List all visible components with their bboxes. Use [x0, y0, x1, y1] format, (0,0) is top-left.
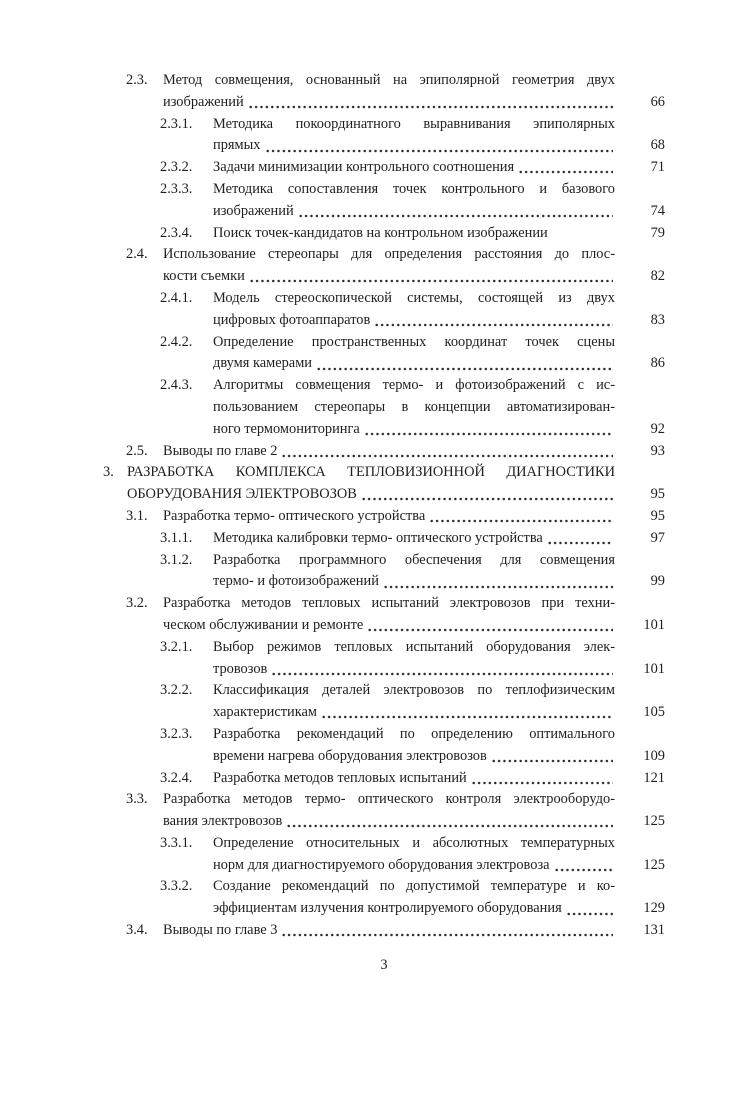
toc-entry-line-text: ОБОРУДОВАНИЯ ЭЛЕКТРОВОЗОВ — [127, 486, 357, 503]
toc-entry-page-column — [615, 789, 665, 833]
toc-entry-number: 3.1.2. — [160, 551, 193, 568]
toc-entry-page-number: 125 — [643, 813, 665, 830]
toc-entry-page-column — [615, 593, 665, 637]
toc-entry-page-column — [615, 876, 665, 920]
toc-entry-line-text: Использование стереопары для определения расстояния до плос- — [163, 246, 615, 263]
dot-leader — [518, 170, 613, 174]
toc-entry-page-column — [615, 223, 665, 245]
toc-entry-title — [163, 920, 615, 942]
toc-entry-line — [127, 484, 615, 506]
dot-leader — [298, 214, 613, 218]
toc-entry-title — [213, 288, 615, 332]
toc-entry-title — [213, 223, 615, 245]
toc-entry — [103, 876, 665, 920]
toc-entry-title — [213, 550, 615, 594]
toc-entry — [103, 637, 665, 681]
toc-entry-line — [213, 702, 615, 724]
toc-entry-number: 3.2.3. — [160, 725, 193, 742]
toc-entry-line — [163, 789, 615, 811]
toc-entry-line-text: РАЗРАБОТКА КОМПЛЕКСА ТЕПЛОВИЗИОННОЙ ДИАГНОСТИКИ — [127, 464, 615, 481]
toc-entry — [103, 550, 665, 594]
toc-entry-page-number: 93 — [650, 442, 665, 459]
toc-entry-number: 3.2.1. — [160, 638, 193, 655]
toc-entry-line-text: ного термомониторинга — [213, 420, 360, 437]
page-footer-number: 3 — [380, 957, 388, 973]
toc-entry-title — [163, 593, 615, 637]
toc-entry-page-column — [615, 550, 665, 594]
toc-entry-line — [163, 593, 615, 615]
toc-entry-title — [213, 375, 615, 440]
toc-entry-title — [163, 789, 615, 833]
toc-entry-number: 2.3.4. — [160, 224, 193, 241]
toc-entry-line-text: характеристикам — [213, 704, 317, 721]
toc-entry-line-text: Определение относительных и абсолютных температурных — [213, 834, 615, 851]
toc-entry — [103, 768, 665, 790]
toc-entry-line — [163, 70, 615, 92]
toc-entry-line — [213, 223, 615, 245]
dot-leader — [491, 759, 613, 763]
toc-entry-line — [213, 876, 615, 898]
toc-entry-page-column — [615, 332, 665, 376]
dot-leader — [316, 367, 613, 371]
toc-entry — [103, 833, 665, 877]
dot-leader — [271, 672, 613, 676]
toc-entry-line — [127, 462, 615, 484]
toc-entry-title — [213, 332, 615, 376]
toc-entry — [103, 528, 665, 550]
toc-entry-line — [163, 811, 615, 833]
toc-entry-line — [213, 855, 615, 877]
toc-entry — [103, 114, 665, 158]
dot-leader — [429, 519, 613, 523]
dot-leader — [281, 933, 613, 937]
toc-entry — [103, 441, 665, 463]
toc-entry-number: 3.2.4. — [160, 769, 193, 786]
toc-entry-line-text: Методика покоординатного выравнивания эпиполярных — [213, 115, 615, 132]
toc-entry-line-text: Алгоритмы совмещения термо- и фотоизображений с ис- — [213, 377, 615, 394]
toc-entry — [103, 789, 665, 833]
toc-entry-page-column — [615, 375, 665, 440]
dot-leader — [367, 628, 613, 632]
toc-entry-page-number: 95 — [650, 486, 665, 503]
toc-entry-line-text: Методика сопоставления точек контрольного и базового — [213, 180, 615, 197]
toc-entry-line — [213, 833, 615, 855]
toc-entry — [103, 680, 665, 724]
dot-leader — [286, 824, 613, 828]
toc-entry-title — [213, 833, 615, 877]
toc-entry-number: 2.4.2. — [160, 333, 193, 350]
toc-entry-page-column — [615, 462, 665, 506]
toc-entry — [103, 332, 665, 376]
toc-entry-line-text: Поиск точек-кандидатов на контрольном изображении — [213, 224, 548, 241]
toc-entry — [103, 724, 665, 768]
toc-entry-title — [213, 528, 615, 550]
toc-entry-line — [213, 528, 615, 550]
toc-entry-line — [213, 550, 615, 572]
toc-entry-page-column — [615, 920, 665, 942]
toc-entry-line — [213, 375, 615, 397]
toc-entry-page-column — [615, 833, 665, 877]
toc-entry-number: 3.1.1. — [160, 529, 193, 546]
toc-entry-number: 2.4. — [126, 246, 148, 263]
toc-entry-line-text: Выводы по главе 2 — [163, 442, 278, 459]
toc-entry-line-text: двумя камерами — [213, 355, 312, 372]
toc-entry-line — [213, 724, 615, 746]
toc-entry-page-column — [615, 441, 665, 463]
toc-entry-title — [213, 724, 615, 768]
toc-entry — [103, 920, 665, 942]
toc-entry-page-column — [615, 70, 665, 114]
toc-entry-number: 2.4.3. — [160, 377, 193, 394]
toc-entry-line — [163, 266, 615, 288]
toc-entry-line-text: изображений — [163, 93, 244, 110]
toc-entry-title — [213, 680, 615, 724]
toc-entry-line — [213, 419, 615, 441]
toc-entry-number: 3.3.1. — [160, 834, 193, 851]
toc-entry-line-text: норм для диагностируемого оборудования электровоза — [213, 856, 550, 873]
toc-entry-number: 3.4. — [126, 922, 148, 939]
toc-entry — [103, 288, 665, 332]
dot-leader — [248, 105, 613, 109]
toc-entry-title — [163, 506, 615, 528]
toc-entry-line — [163, 244, 615, 266]
toc-entry-line-text: времени нагрева оборудования электровозов — [213, 747, 487, 764]
toc-entry-number: 3. — [103, 464, 114, 481]
toc-entry-title — [213, 768, 615, 790]
toc-entry-page-number: 129 — [643, 900, 665, 917]
dot-leader — [566, 912, 613, 916]
dot-leader — [547, 541, 613, 545]
toc-entry-line-text: цифровых фотоаппаратов — [213, 311, 371, 328]
toc-entry-line-text: Разработка программного обеспечения для совмещения — [213, 551, 615, 568]
toc-entry-number: 3.3. — [126, 791, 148, 808]
toc-entry-title — [213, 179, 615, 223]
toc-entry-line-text: Задачи минимизации контрольного соотношения — [213, 159, 515, 176]
toc-entry-number: 2.3.3. — [160, 180, 193, 197]
toc-entry-number: 3.2.2. — [160, 682, 193, 699]
toc-entry — [103, 462, 665, 506]
toc-entry-page-number: 82 — [650, 268, 665, 285]
toc-entry-line — [163, 920, 615, 942]
toc-entry-line-text: пользованием стереопары в концепции автоматизирован- — [213, 398, 615, 415]
toc-entry-page-column — [615, 288, 665, 332]
toc-entry-page-number: 68 — [650, 137, 665, 154]
toc-entry-line — [163, 92, 615, 114]
toc-entry-title — [213, 876, 615, 920]
toc-entry-number: 3.1. — [126, 507, 148, 524]
toc-entry-page-column — [615, 506, 665, 528]
toc-entry-page-number: 131 — [643, 922, 665, 939]
toc-entry-page-column — [615, 179, 665, 223]
toc-entry-page-column — [615, 724, 665, 768]
toc-entry-page-number: 105 — [643, 704, 665, 721]
toc-entry-page-number: 74 — [650, 202, 665, 219]
dot-leader — [281, 454, 613, 458]
toc-entry-line-text: Выводы по главе 3 — [163, 922, 278, 939]
toc-entry-line-text: Разработка методов термо- оптического контроля электрооборудо- — [163, 791, 615, 808]
toc-entry — [103, 375, 665, 440]
toc-entry-line — [213, 288, 615, 310]
toc-entry-line — [213, 157, 615, 179]
toc-entry-title — [213, 637, 615, 681]
toc-entry-line-text: Методика калибровки термо- оптического устройства — [213, 529, 543, 546]
toc-entry-page-column — [615, 637, 665, 681]
toc-entry-page-number: 66 — [650, 93, 665, 110]
dot-leader — [321, 715, 613, 719]
toc-entry-line-text: прямых — [213, 137, 261, 154]
toc-entry-line — [213, 571, 615, 593]
dot-leader — [364, 432, 613, 436]
dot-leader — [249, 279, 613, 283]
toc-entry-page-number: 99 — [650, 573, 665, 590]
toc-entry-line — [213, 353, 615, 375]
toc-entry-line-text: Классификация деталей электровозов по теплофизическим — [213, 682, 615, 699]
toc-entry-number: 2.4.1. — [160, 289, 193, 306]
toc-entry-number: 2.3. — [126, 72, 148, 88]
toc-entry-line — [163, 506, 615, 528]
toc-entry-line-text: изображений — [213, 202, 294, 219]
toc-entry-title — [163, 441, 615, 463]
toc-entry-line — [163, 441, 615, 463]
toc-entry — [103, 157, 665, 179]
toc-entry-page-number: 101 — [643, 616, 665, 633]
toc-entry — [103, 244, 665, 288]
toc-entry — [103, 593, 665, 637]
toc-entry-line-text: термо- и фотоизображений — [213, 573, 379, 590]
toc-entry-page-column — [615, 114, 665, 158]
dot-leader — [265, 149, 614, 153]
toc-entry — [103, 506, 665, 528]
toc-entry-number: 2.3.2. — [160, 159, 193, 176]
toc-entry-line-text: Разработка методов тепловых испытаний электровозов при техни- — [163, 595, 615, 612]
toc-entry-number: 3.3.2. — [160, 878, 193, 895]
toc-entry-title — [213, 157, 615, 179]
toc-entry — [103, 223, 665, 245]
toc-entry-line — [213, 898, 615, 920]
toc-entry-page-column — [615, 157, 665, 179]
toc-entry-line-text: тровозов — [213, 660, 268, 677]
toc-entry-page-number: 92 — [650, 420, 665, 437]
toc-entry-number: 2.3.1. — [160, 115, 193, 132]
toc-entry-page-number: 79 — [650, 224, 665, 241]
dot-leader — [361, 497, 613, 501]
toc-entry-line-text: Разработка термо- оптического устройства — [163, 507, 426, 524]
toc-entry-line — [213, 746, 615, 768]
toc-entry-line-text: Разработка методов тепловых испытаний — [213, 769, 467, 786]
toc-entry-title — [213, 114, 615, 158]
toc-entry-title — [127, 462, 615, 506]
toc-entry-line — [213, 637, 615, 659]
toc-entry-title — [163, 244, 615, 288]
table-of-contents — [103, 70, 665, 942]
toc-entry-line — [213, 310, 615, 332]
toc-entry-line — [213, 768, 615, 790]
toc-entry — [103, 179, 665, 223]
toc-entry-line-text: Выбор режимов тепловых испытаний оборудования элек- — [213, 638, 615, 655]
toc-entry-page-number: 121 — [643, 769, 665, 786]
toc-entry-line-text: Разработка рекомендаций по определению оптимального — [213, 725, 615, 742]
toc-entry-line — [213, 114, 615, 136]
toc-entry-line — [213, 680, 615, 702]
toc-entry-line — [213, 659, 615, 681]
toc-entry-line — [213, 397, 615, 419]
toc-entry-page-number: 86 — [650, 355, 665, 372]
toc-entry-line-text: вания электровозов — [163, 813, 283, 830]
toc-entry-page-column — [615, 528, 665, 550]
toc-entry-page-number: 125 — [643, 856, 665, 873]
toc-entry-title — [163, 70, 615, 114]
dot-leader — [554, 868, 613, 872]
dot-leader — [374, 323, 613, 327]
toc-entry-line-text: Модель стереоскопической системы, состоящей из двух — [213, 289, 615, 306]
toc-entry-page-column — [615, 680, 665, 724]
toc-entry-line — [213, 201, 615, 223]
dot-leader — [383, 585, 613, 589]
toc-entry-page-number: 95 — [650, 507, 665, 524]
toc-entry-page-number: 101 — [643, 660, 665, 677]
toc-entry-page-column — [615, 244, 665, 288]
toc-entry-line — [213, 332, 615, 354]
toc-entry-page-number: 97 — [650, 529, 665, 546]
toc-entry-number: 2.5. — [126, 442, 148, 459]
toc-entry-number: 3.2. — [126, 595, 148, 612]
toc-entry-line — [163, 615, 615, 637]
toc-entry-page-column — [615, 768, 665, 790]
toc-entry — [103, 70, 665, 114]
toc-entry-page-number: 83 — [650, 311, 665, 328]
toc-entry-line-text: Создание рекомендаций по допустимой температуре и ко- — [213, 878, 615, 895]
toc-entry-line-text: Метод совмещения, основанный на эпиполярной геометрия двух — [163, 72, 615, 88]
toc-entry-line-text: Определение пространственных координат точек сцены — [213, 333, 615, 350]
toc-entry-line-text: эффициентам излучения контролируемого оборудования — [213, 900, 562, 917]
toc-entry-page-number: 71 — [650, 159, 665, 176]
toc-entry-line — [213, 135, 615, 157]
toc-entry-page-number: 109 — [643, 747, 665, 764]
toc-entry-line-text: ческом обслуживании и ремонте — [163, 616, 364, 633]
toc-entry-line — [213, 179, 615, 201]
dot-leader — [471, 781, 613, 785]
toc-entry-line-text: кости съемки — [163, 268, 245, 285]
